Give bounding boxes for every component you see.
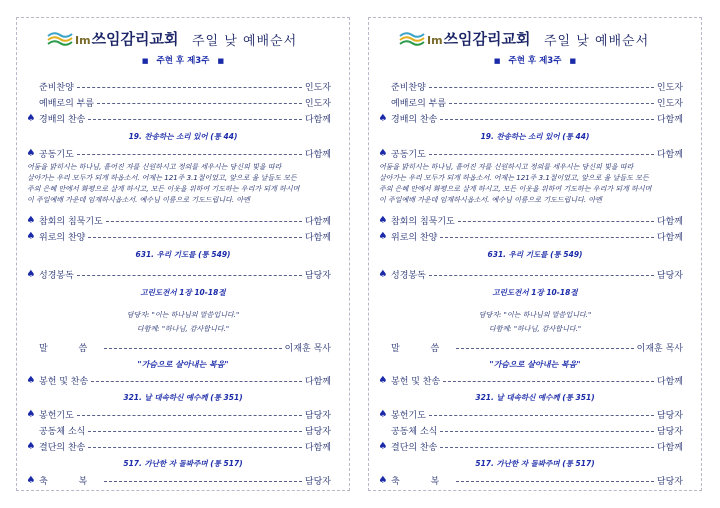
row-leader: 이재훈 목사 <box>284 343 331 354</box>
row-leader: 다함께 <box>656 216 683 227</box>
subtitle <box>17 54 349 66</box>
leader-dots <box>77 275 302 276</box>
row-leader: 다함께 <box>304 376 331 387</box>
order-row-prelude <box>375 79 683 93</box>
row-label: 결단의 찬송 <box>39 442 86 453</box>
order-row-offering <box>23 373 331 387</box>
row-leader: 이재훈 목사 <box>636 343 683 354</box>
subtitle <box>369 54 701 66</box>
prayer-text <box>27 162 335 206</box>
prayer-line: 이 주일예배 가운데 임재하시옵소서. 예수님 이름으로 기도드립니다. 아멘 <box>27 196 250 204</box>
church-name-text: 쓰임감리교회 <box>443 30 531 48</box>
spade-icon: ♠ <box>26 374 36 386</box>
sermon-title: "가슴으로 살아내는 복음" <box>489 360 581 369</box>
leader-dots <box>429 275 654 276</box>
hymn-line: 19. 찬송하는 소리 있어 (통 44) <box>128 132 238 141</box>
order-row-offering-prayer <box>23 407 331 421</box>
leader-dots <box>429 154 654 155</box>
order-row-offering <box>375 373 683 387</box>
order-row-blessing <box>23 473 331 487</box>
spade-icon: ♠ <box>26 268 36 280</box>
spade-icon: ♠ <box>26 408 36 420</box>
row-label: 공동체 소식 <box>391 426 438 437</box>
row-leader: 다함께 <box>656 149 683 160</box>
prayer-line: 이 주일예배 가운데 임재하시옵소서. 예수님 이름으로 기도드립니다. 아멘 <box>379 196 602 204</box>
row-label: 공동기도 <box>39 149 74 160</box>
response-leader: 담당자: "이는 하나님의 말씀입니다." <box>126 311 240 319</box>
response-leader: 담당자: "이는 하나님의 말씀입니다." <box>478 311 592 319</box>
row-label: 봉헌기도 <box>391 410 426 421</box>
prayer-line: 살아가는 우리 모두가 되게 하옵소서. 어제는 121주 3.1절이었고, 앞으로 올 날들도 모든 <box>27 174 297 182</box>
leader-dots <box>429 415 654 416</box>
leader-dots <box>440 237 654 238</box>
spade-icon: ♠ <box>378 214 388 226</box>
spade-icon: ♠ <box>26 112 36 124</box>
square-icon: ■ <box>569 57 577 65</box>
order-row-offering-prayer <box>375 407 683 421</box>
scripture-reference: 고린도전서 1장 10-18절 <box>492 288 578 297</box>
order-row-sermon <box>375 340 683 354</box>
page-title: 주일 낮 예배순서 <box>192 34 298 49</box>
square-icon: ■ <box>217 57 225 65</box>
row-label: 봉헌 및 찬송 <box>391 376 441 387</box>
prayer-line: 어둠을 밝히시는 하나님, 흩어진 자를 신원하시고 정의를 세우시는 당신의 빛을 따라 <box>379 163 634 171</box>
leader-dots <box>456 481 654 482</box>
leader-dots <box>440 119 654 120</box>
wave-logo-icon <box>399 30 425 48</box>
prayer-line: 어둠을 밝히시는 하나님, 흩어진 자를 신원하시고 정의를 세우시는 당신의 빛을 따라 <box>27 163 282 171</box>
spade-icon: ♠ <box>26 230 36 242</box>
sermon-title: "가슴으로 살아내는 복음" <box>137 360 229 369</box>
row-label: 봉헌기도 <box>39 410 74 421</box>
order-row-silent <box>23 213 331 227</box>
order-row-scripture <box>23 267 331 281</box>
row-leader: 담당자 <box>304 426 331 437</box>
spade-icon: ♠ <box>378 474 388 486</box>
spade-icon: ♠ <box>378 147 388 159</box>
hymn-line: 19. 찬송하는 소리 있어 (통 44) <box>480 132 590 141</box>
bulletin-page-right <box>368 17 702 491</box>
row-leader: 담당자 <box>656 270 683 281</box>
row-label: 위로의 찬양 <box>39 232 86 243</box>
order-row-news <box>375 423 683 437</box>
leader-dots <box>104 348 281 349</box>
bulletin-page-left <box>16 17 350 491</box>
subtitle-text: 주현 후 제3주 <box>156 56 210 66</box>
order-row-comfort <box>375 229 683 243</box>
leader-dots <box>104 481 302 482</box>
hymn-line: 517. 가난한 자 돌봐주며 (통 517) <box>123 459 243 468</box>
church-name <box>427 28 531 49</box>
order-row-prayer <box>23 146 331 160</box>
row-leader: 담당자 <box>304 270 331 281</box>
row-label: 성경봉독 <box>391 270 426 281</box>
row-leader: 담당자 <box>304 410 331 421</box>
order-row-sermon <box>23 340 331 354</box>
leader-dots <box>106 221 302 222</box>
leader-dots <box>88 237 302 238</box>
order-row-scripture <box>375 267 683 281</box>
leader-dots <box>88 119 302 120</box>
row-label: 예배로의 부름 <box>39 98 95 109</box>
brand-small: Im <box>75 34 91 47</box>
spade-icon: ♠ <box>378 112 388 124</box>
order-row-praise <box>375 111 683 125</box>
leader-dots <box>88 447 302 448</box>
row-leader: 인도자 <box>656 82 683 93</box>
leader-dots <box>88 431 302 432</box>
row-leader: 다함께 <box>656 232 683 243</box>
row-label: 참회의 침묵기도 <box>39 216 103 227</box>
leader-dots <box>456 348 633 349</box>
row-label: 축 복 <box>39 476 102 487</box>
order-row-news <box>23 423 331 437</box>
order-row-call <box>375 95 683 109</box>
leader-dots <box>91 381 302 382</box>
leader-dots <box>77 87 302 88</box>
row-label: 공동기도 <box>391 149 426 160</box>
subtitle-text: 주현 후 제3주 <box>508 56 562 66</box>
response-all: 다함께: "하나님, 감사합니다." <box>136 325 230 333</box>
prayer-line: 주의 은혜 안에서 화평으로 살게 하시고, 모든 이웃을 위하여 기도하는 우리가 되게 하시며 <box>27 185 300 193</box>
leader-dots <box>440 447 654 448</box>
hymn-line: 517. 가난한 자 돌봐주며 (통 517) <box>475 459 595 468</box>
row-leader: 다함께 <box>656 376 683 387</box>
row-leader: 인도자 <box>304 98 331 109</box>
row-label: 위로의 찬양 <box>391 232 438 243</box>
row-leader: 다함께 <box>656 114 683 125</box>
leader-dots <box>429 87 654 88</box>
row-label: 공동체 소식 <box>39 426 86 437</box>
row-leader: 다함께 <box>304 442 331 453</box>
square-icon: ■ <box>141 57 149 65</box>
row-leader: 담당자 <box>656 476 683 487</box>
order-row-altar <box>375 439 683 453</box>
row-label: 축 복 <box>391 476 454 487</box>
order-row-prayer <box>375 146 683 160</box>
prayer-text <box>379 162 687 206</box>
row-label: 예배로의 부름 <box>391 98 447 109</box>
spade-icon: ♠ <box>26 440 36 452</box>
spade-icon: ♠ <box>26 474 36 486</box>
response-all: 다함께: "하나님, 감사합니다." <box>488 325 582 333</box>
page-title: 주일 낮 예배순서 <box>544 34 650 49</box>
row-label: 말 씀 <box>39 343 102 354</box>
row-label: 준비찬양 <box>39 82 74 93</box>
wave-logo-icon <box>47 30 73 48</box>
church-name-text: 쓰임감리교회 <box>91 30 179 48</box>
row-leader: 인도자 <box>656 98 683 109</box>
order-row-silent <box>375 213 683 227</box>
leader-dots <box>77 154 302 155</box>
prayer-line: 주의 은혜 안에서 화평으로 살게 하시고, 모든 이웃을 위하여 기도하는 우리가 되게 하시며 <box>379 185 652 193</box>
order-row-blessing <box>375 473 683 487</box>
row-leader: 담당자 <box>304 476 331 487</box>
row-label: 성경봉독 <box>39 270 74 281</box>
spade-icon: ♠ <box>378 374 388 386</box>
leader-dots <box>443 381 654 382</box>
row-leader: 다함께 <box>656 442 683 453</box>
spade-icon: ♠ <box>378 230 388 242</box>
scripture-reference: 고린도전서 1장 10-18절 <box>140 288 226 297</box>
row-label: 준비찬양 <box>391 82 426 93</box>
leader-dots <box>440 431 654 432</box>
row-label: 봉헌 및 찬송 <box>39 376 89 387</box>
order-row-altar <box>23 439 331 453</box>
spade-icon: ♠ <box>26 214 36 226</box>
hymn-line: 321. 날 대속하신 예수께 (통 351) <box>475 393 595 402</box>
row-leader: 담당자 <box>656 426 683 437</box>
row-label: 참회의 침묵기도 <box>391 216 455 227</box>
spade-icon: ♠ <box>26 147 36 159</box>
row-leader: 담당자 <box>656 410 683 421</box>
leader-dots <box>449 103 654 104</box>
prayer-line: 살아가는 우리 모두가 되게 하옵소서. 어제는 121주 3.1절이었고, 앞으로 올 날들도 모든 <box>379 174 649 182</box>
square-icon: ■ <box>493 57 501 65</box>
brand-small: Im <box>427 34 443 47</box>
church-name <box>75 28 179 49</box>
row-leader: 인도자 <box>304 82 331 93</box>
row-label: 경배의 찬송 <box>391 114 438 125</box>
row-leader: 다함께 <box>304 114 331 125</box>
leader-dots <box>77 415 302 416</box>
order-row-praise <box>23 111 331 125</box>
spade-icon: ♠ <box>378 408 388 420</box>
order-row-comfort <box>23 229 331 243</box>
row-leader: 다함께 <box>304 216 331 227</box>
header <box>369 24 701 54</box>
row-label: 경배의 찬송 <box>39 114 86 125</box>
hymn-line: 631. 우리 기도를 (통 549) <box>135 250 231 259</box>
hymn-line: 321. 날 대속하신 예수께 (통 351) <box>123 393 243 402</box>
header <box>17 24 349 54</box>
leader-dots <box>97 103 302 104</box>
leader-dots <box>458 221 654 222</box>
row-label: 결단의 찬송 <box>391 442 438 453</box>
hymn-line: 631. 우리 기도를 (통 549) <box>487 250 583 259</box>
row-label: 말 씀 <box>391 343 454 354</box>
row-leader: 다함께 <box>304 232 331 243</box>
row-leader: 다함께 <box>304 149 331 160</box>
order-row-call <box>23 95 331 109</box>
spade-icon: ♠ <box>378 268 388 280</box>
order-row-prelude <box>23 79 331 93</box>
spade-icon: ♠ <box>378 440 388 452</box>
